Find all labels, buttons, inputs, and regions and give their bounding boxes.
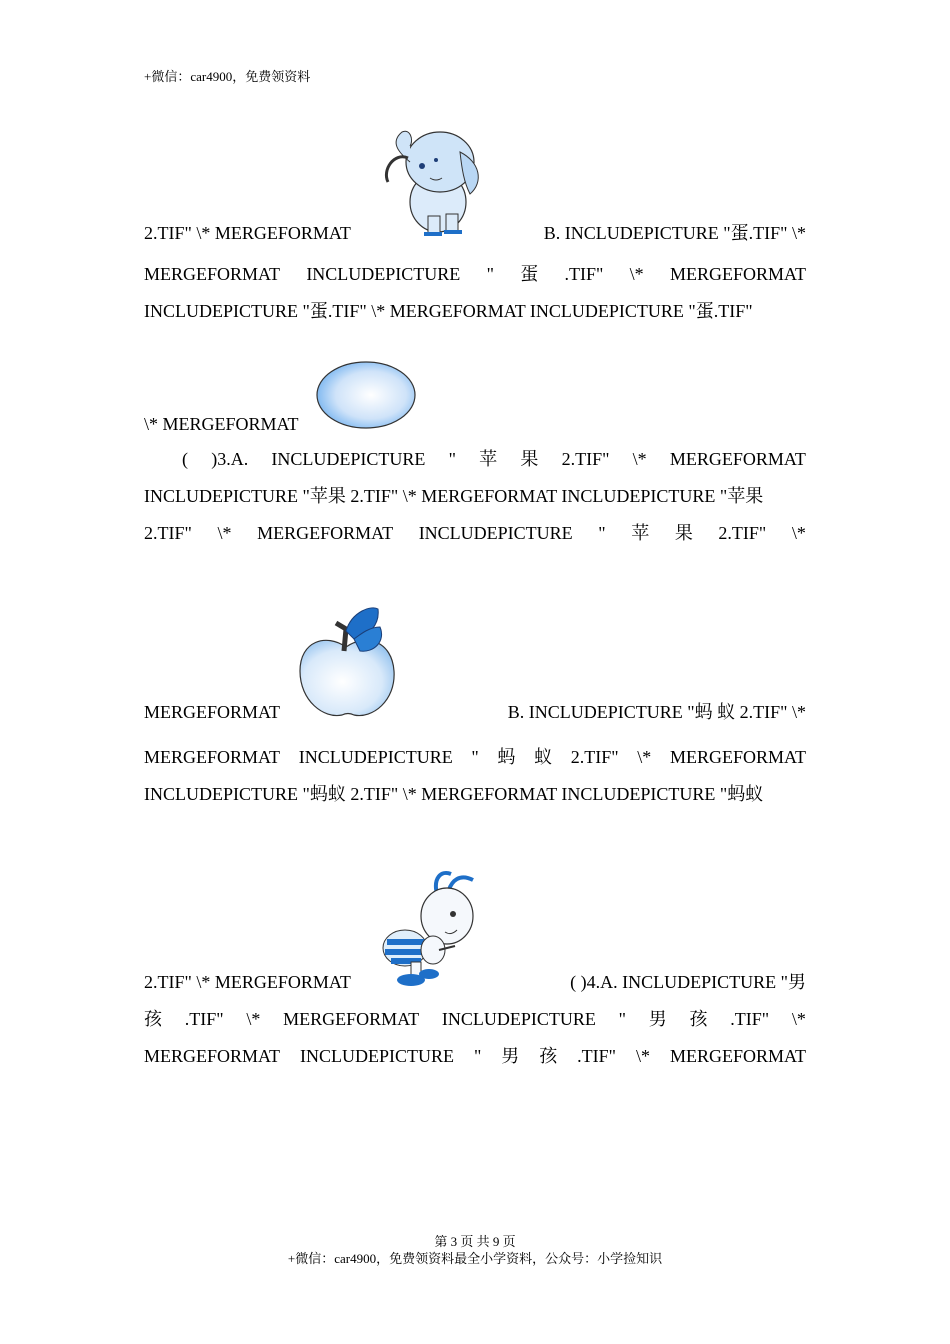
word: \* (217, 523, 232, 543)
word: INCLUDEPICTURE (306, 264, 461, 284)
text-line: \* MERGEFORMAT (144, 414, 299, 434)
word: MERGEFORMAT (257, 523, 394, 543)
word: INCLUDEPICTURE (299, 1046, 454, 1066)
word: \* (635, 1046, 650, 1066)
word: 男 (648, 1009, 667, 1029)
word: \* (632, 449, 647, 469)
word: 2.TIF" (561, 449, 610, 469)
text-line: INCLUDEPICTURE "苹果 2.TIF" \* MERGEFORMAT INCLUDEPICTURE "苹果 (144, 486, 764, 506)
word: 2.TIF" (718, 523, 767, 543)
word: MERGEFORMAT (144, 1046, 281, 1066)
word: 蚂 (497, 747, 516, 767)
elephant-picture (380, 122, 490, 240)
text-line: INCLUDEPICTURE "蛋.TIF" \* MERGEFORMAT INCLUDEPICTURE "蛋.TIF" (144, 301, 753, 321)
word: MERGEFORMAT (669, 449, 806, 469)
word: \* (791, 1009, 806, 1029)
word: " (618, 1009, 627, 1029)
word: " (471, 747, 479, 767)
word: \* (791, 523, 806, 543)
word: 苹 (479, 449, 498, 469)
word: .TIF" (577, 1046, 617, 1066)
word: 2.TIF" (144, 523, 192, 543)
word: " (598, 523, 606, 543)
word: \* (637, 747, 652, 767)
word: .TIF" (730, 1009, 770, 1029)
word: MERGEFORMAT (144, 264, 281, 284)
word: 男 (501, 1046, 520, 1066)
word: MERGEFORMAT (669, 1046, 806, 1066)
text-line (144, 1008, 806, 1030)
word: MERGEFORMAT (669, 747, 806, 767)
line-right-text: B. INCLUDEPICTURE "蚂 蚁 2.TIF" \* (507, 702, 806, 722)
word: MERGEFORMAT (669, 264, 806, 284)
answer-paren: ( (182, 449, 188, 469)
word: " (448, 449, 456, 469)
word: MERGEFORMAT (283, 1009, 420, 1029)
text-line (144, 971, 806, 993)
text-line (144, 522, 806, 544)
word: .TIF" (564, 264, 604, 284)
line-left-text: 2.TIF" \* MERGEFORMAT (144, 223, 351, 243)
word: " (486, 264, 494, 284)
word: " (473, 1046, 482, 1066)
line-left-text: MERGEFORMAT (144, 702, 281, 722)
line-right-text: ( )4.A. INCLUDEPICTURE "男 (570, 972, 806, 992)
line-right-text: B. INCLUDEPICTURE "蛋.TIF" \* (543, 223, 806, 243)
word: .TIF" (184, 1009, 224, 1029)
text-line (144, 701, 806, 723)
text-line (144, 1045, 806, 1067)
footer-watermark-text: +微信：car4900，免费领资料最全小学资料，公众号：小学捡知识 (287, 1251, 663, 1266)
text-line (182, 448, 806, 470)
word: INCLUDEPICTURE (298, 747, 453, 767)
header-watermark-text: +微信：car4900，免费领资料 (144, 69, 311, 84)
text-line (144, 746, 806, 768)
word: 果 (520, 449, 539, 469)
word: INCLUDEPICTURE (271, 449, 426, 469)
page-number: 第 3 页 共 9 页 (434, 1234, 516, 1249)
word: 孩 (689, 1009, 708, 1029)
word: 果 (674, 523, 693, 543)
word: MERGEFORMAT (144, 747, 281, 767)
word: \* (246, 1009, 261, 1029)
word: INCLUDEPICTURE (441, 1009, 596, 1029)
text-line (144, 263, 806, 285)
word: 苹 (631, 523, 650, 543)
word: 2.TIF" (570, 747, 619, 767)
word: 孩 (144, 1009, 162, 1029)
line-left-text: 2.TIF" \* MERGEFORMAT (144, 972, 351, 992)
question-number: )3.A. (211, 449, 249, 469)
word: 孩 (539, 1046, 558, 1066)
text-line: INCLUDEPICTURE "蚂蚁 2.TIF" \* MERGEFORMAT INCLUDEPICTURE "蚂蚁 (144, 784, 764, 804)
word: 蚁 (534, 747, 553, 767)
word: INCLUDEPICTURE (418, 523, 573, 543)
word: 蛋 (520, 264, 539, 284)
word: \* (629, 264, 644, 284)
